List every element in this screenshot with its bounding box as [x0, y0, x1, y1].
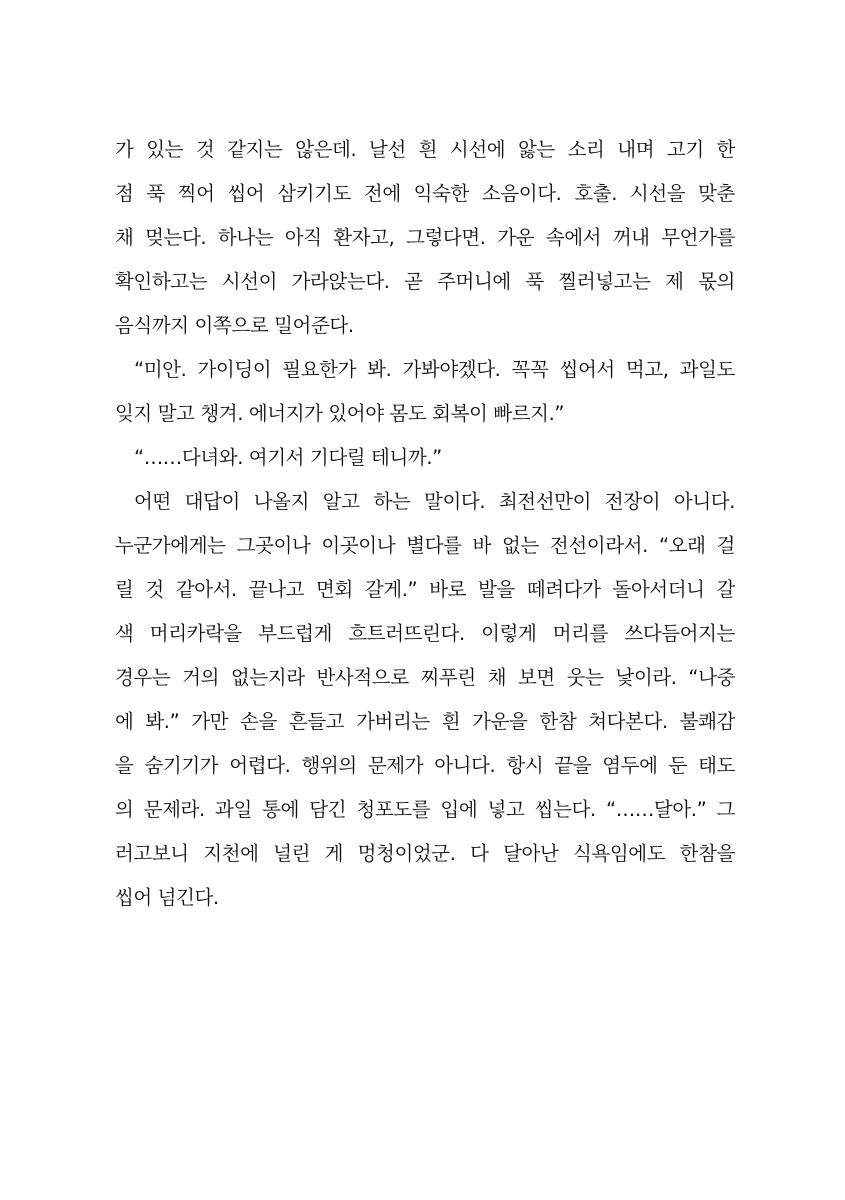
text-line: 을 숨기기가 어렵다. 행위의 문제가 아니다. 항시 끝을 염두에 둔 태도 [115, 754, 735, 777]
text-line: 에 봐.” 가만 손을 흔들고 가버리는 흰 가운을 한참 쳐다본다. 불쾌감 [115, 710, 735, 733]
text-line: 러고보니 지천에 널린 게 멍청이었군. 다 달아난 식욕임에도 한참을 [115, 842, 735, 865]
text-line: 의 문제라. 과일 통에 담긴 청포도를 입에 넣고 씹는다. “……달아.” 그 [115, 798, 735, 821]
body-text [115, 128, 735, 920]
text-line: 채 멎는다. 하나는 아직 환자고, 그렇다면. 가운 속에서 꺼내 무언가를 [115, 226, 735, 249]
text-line: 확인하고는 시선이 가라앉는다. 곧 주머니에 푹 찔러넣고는 제 몫의 [115, 270, 735, 293]
text-line: 씹어 넘긴다. [115, 886, 219, 909]
text-line: 경우는 거의 없는지라 반사적으로 찌푸린 채 보면 웃는 낯이라. “나중 [115, 666, 735, 689]
text-line: 색 머리카락을 부드럽게 흐트러뜨린다. 이렇게 머리를 쓰다듬어지는 [115, 622, 735, 645]
text-line: 점 푹 찍어 씹어 삼키기도 전에 익숙한 소음이다. 호출. 시선을 맞춘 [115, 182, 735, 205]
text-line: 어떤 대답이 나올지 알고 하는 말이다. 최전선만이 전장이 아니다. [134, 490, 735, 513]
text-line: 잊지 말고 챙겨. 에너지가 있어야 몸도 회복이 빠르지.” [115, 402, 565, 425]
text-line: 누군가에게는 그곳이나 이곳이나 별다를 바 없는 전선이라서. “오래 걸 [115, 534, 735, 557]
text-line: 가 있는 것 같지는 않은데. 날선 흰 시선에 앓는 소리 내며 고기 한 [115, 138, 735, 161]
text-line: “미안. 가이딩이 필요한가 봐. 가봐야겠다. 꼭꼭 씹어서 먹고, 과일도 [134, 358, 735, 381]
text-line: 릴 것 같아서. 끝나고 면회 갈게.” 바로 발을 떼려다가 돌아서더니 갈 [115, 578, 735, 601]
text-line: “……다녀와. 여기서 기다릴 테니까.” [134, 446, 442, 469]
text-line: 음식까지 이쪽으로 밀어준다. [115, 314, 354, 337]
